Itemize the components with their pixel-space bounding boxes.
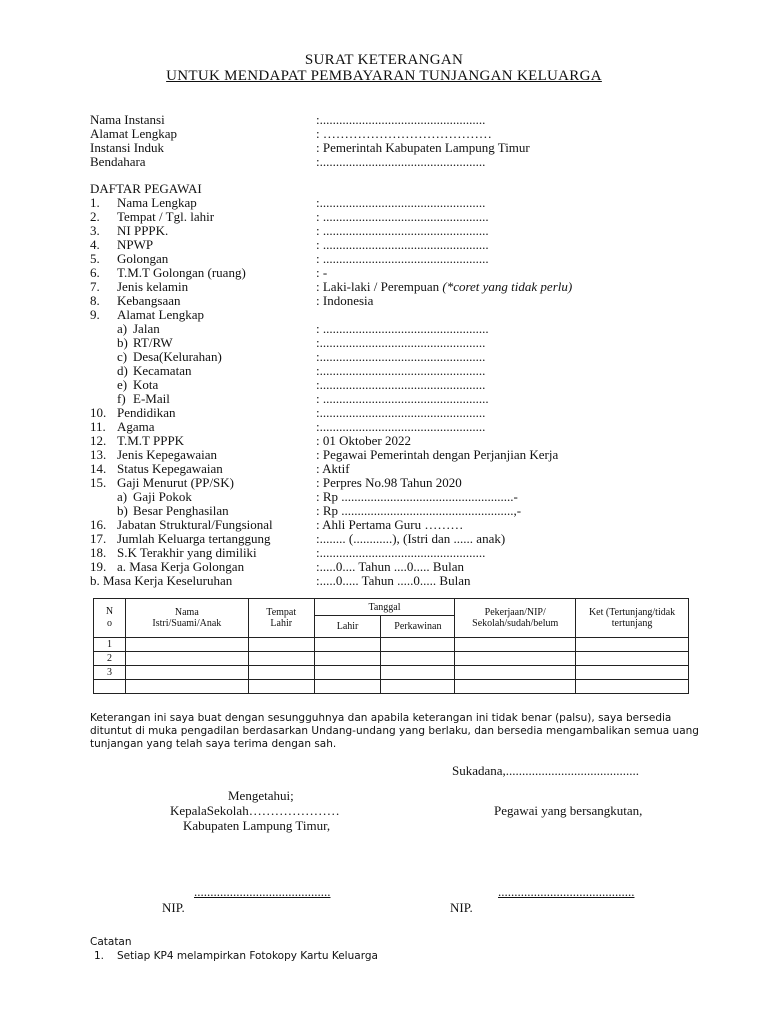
note-text: Setiap KP4 melampirkan Fotokopy Kartu Keluarga <box>117 950 378 962</box>
employee-field: 9. Alamat Lengkap <box>90 307 204 322</box>
address-field: a) Jalan : ................................................... <box>117 321 489 336</box>
table-row: 2 <box>94 652 689 666</box>
employee-field: 19. a. Masa Kerja Golongan :.....0.... Tahun ....0..... Bulan <box>90 559 464 574</box>
address-field: f) E-Mail : ................................................... <box>117 391 489 406</box>
left-nip: NIP. <box>162 900 185 915</box>
document-title: SURAT KETERANGAN <box>304 52 464 68</box>
document-subtitle: UNTUK MENDAPAT PEMBAYARAN TUNJANGAN KELUARGA <box>166 68 602 84</box>
employee-field: 2. Tempat / Tgl. lahir : ................................................... <box>90 209 489 224</box>
employee-field: 14. Status Kepegawaian : Aktif <box>90 461 350 476</box>
employee-field: 5. Golongan : ................................................... <box>90 251 489 266</box>
employee-field: 3. NI PPPK. : ................................................... <box>90 223 489 238</box>
left-signature-line: .......................................... <box>194 884 331 899</box>
field-nama-instansi: Nama Instansi :................................................... <box>90 112 486 127</box>
employee-field: 7. Jenis kelamin : Laki-laki / Perempuan (*coret yang tidak perlu) <box>90 279 573 294</box>
coret-note: (*coret yang tidak perlu) <box>442 279 573 294</box>
address-field: b) RT/RW :................................................... <box>117 335 486 350</box>
employee-field: 4. NPWP : ................................................... <box>90 237 489 252</box>
header-tanggal: Tanggal <box>314 599 455 616</box>
field-bendahara: Bendahara :................................................... <box>90 154 486 169</box>
address-field: c) Desa(Kelurahan) :................................................... <box>117 349 486 364</box>
employee-field: 12. T.M.T PPPK : 01 Oktober 2022 <box>90 433 411 448</box>
header-tempat: Tempat Lahir <box>248 599 314 638</box>
employee-field: 10. Pendidikan :................................................... <box>90 405 486 420</box>
employee-field: 16. Jabatan Struktural/Fungsional : Ahli Pertama Guru ……… <box>90 517 464 532</box>
header-nama: Nama Istri/Suami/Anak <box>125 599 248 638</box>
header-pekerjaan: Pekerjaan/NIP/ Sekolah/sudah/belum <box>455 599 576 638</box>
header-perkawinan: Perkawinan <box>381 616 455 638</box>
note-number: 1. <box>94 950 105 962</box>
employee-field: b. Masa Kerja Keseluruhan :.....0..... Tahun .....0..... Bulan <box>90 573 471 588</box>
left-sign-line1: Mengetahui; <box>228 788 294 803</box>
right-sign-line1: Pegawai yang bersangkutan, <box>494 803 643 818</box>
employee-field: 18. S.K Terakhir yang dimiliki :................................................... <box>90 545 486 560</box>
section-title: DAFTAR PEGAWAI <box>90 181 202 196</box>
declaration-text: Keterangan ini saya buat dengan sesungguhnya dan apabila keterangan ini tidak benar (palsu), saya bersedia dituntut di muka pengadilan berdasarkan Undang-undang yang berlaku, dan bersedia mengambalikan semua uang tunjangan yang telah saya terima dengan sah. <box>90 712 699 750</box>
address-field: d) Kecamatan :................................................... <box>117 363 486 378</box>
employee-field: 6. T.M.T Golongan (ruang) : - <box>90 265 328 280</box>
employee-field: 11. Agama :................................................... <box>90 419 486 434</box>
header-no: N o <box>94 599 126 638</box>
address-field: e) Kota :................................................... <box>117 377 486 392</box>
table-row: 1 <box>94 638 689 652</box>
place-date: Sukadana,......................................... <box>452 763 640 778</box>
left-sign-line3: Kabupaten Lampung Timur, <box>183 818 331 833</box>
employee-field: 8. Kebangsaan : Indonesia <box>90 293 374 308</box>
right-nip: NIP. <box>450 900 473 915</box>
employee-field: 17. Jumlah Keluarga tertanggung :........ (............), (Istri dan ...... anak) <box>90 531 506 546</box>
header-ket: Ket (Tertunjang/tidak tertunjang <box>576 599 689 638</box>
salary-field: b) Besar Penghasilan : Rp .....................................................,- <box>117 503 522 518</box>
header-lahir: Lahir <box>314 616 381 638</box>
field-instansi-induk: Instansi Induk : Pemerintah Kabupaten Lampung Timur <box>90 140 530 155</box>
salary-field: a) Gaji Pokok : Rp .....................................................- <box>117 489 518 504</box>
left-sign-line2: KepalaSekolah………………… <box>170 803 340 818</box>
field-alamat-lengkap: Alamat Lengkap : ………………………………… <box>90 126 492 141</box>
employee-field: 13. Jenis Kepegawaian : Pegawai Pemerintah dengan Perjanjian Kerja <box>90 447 559 462</box>
employee-field: 15. Gaji Menurut (PP/SK) : Perpres No.98 Tahun 2020 <box>90 475 462 490</box>
table-row <box>94 680 689 694</box>
table-row: 3 <box>94 666 689 680</box>
notes-title: Catatan <box>90 936 132 948</box>
employee-field: 1. Nama Lengkap :................................................... <box>90 195 486 210</box>
right-signature-line: .......................................... <box>498 884 635 899</box>
family-table <box>93 598 689 694</box>
